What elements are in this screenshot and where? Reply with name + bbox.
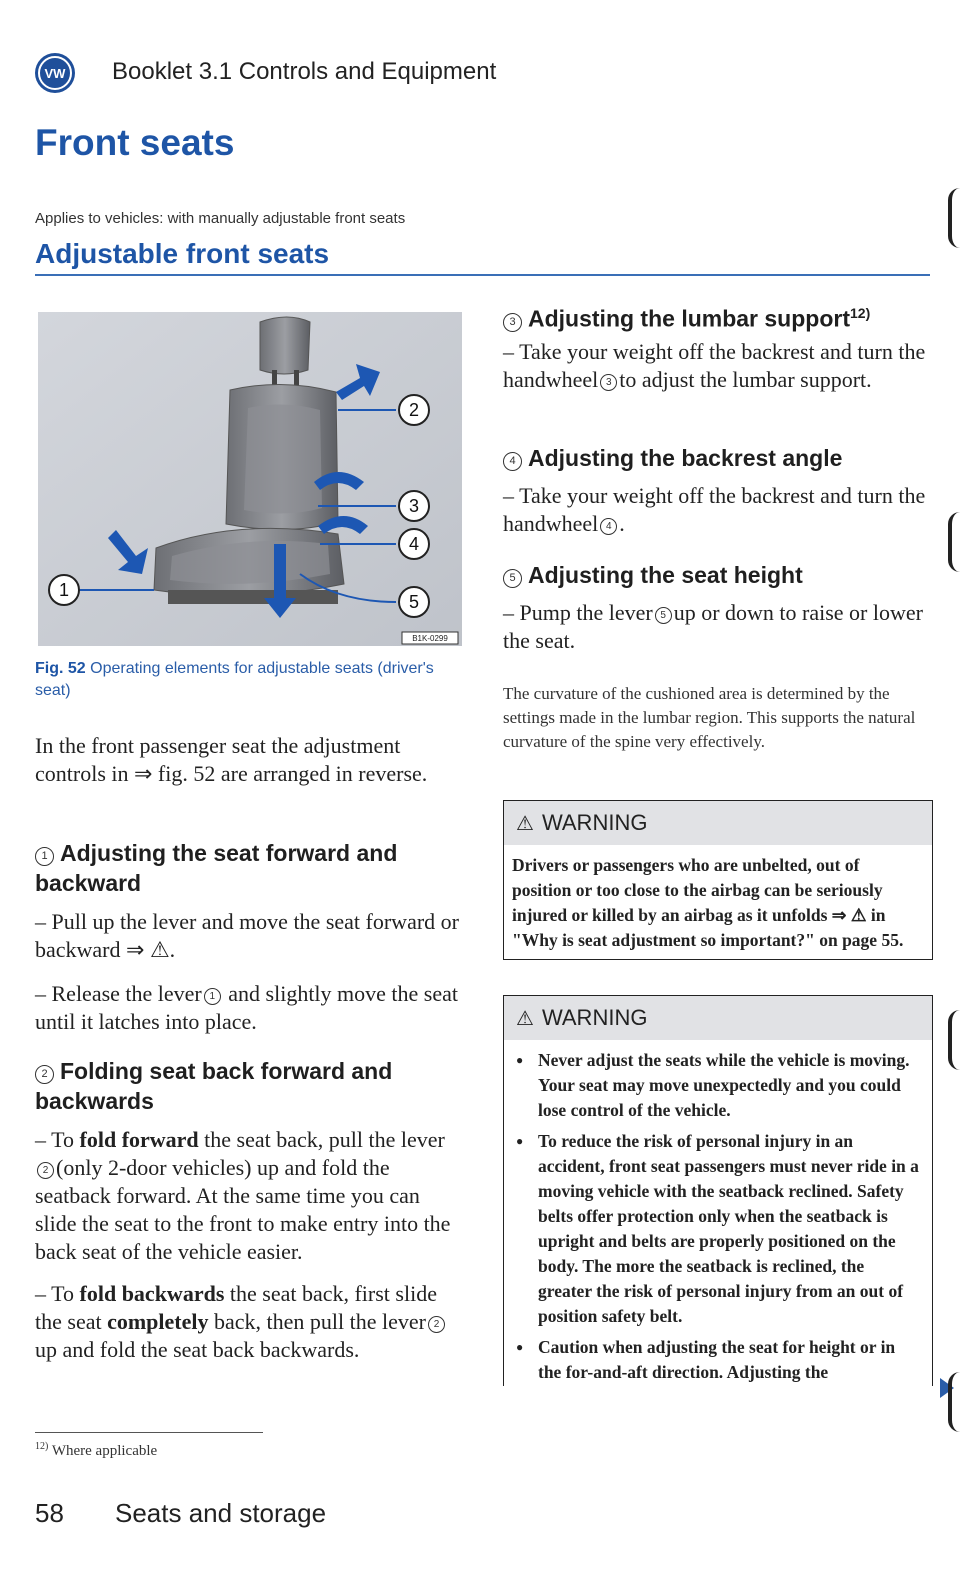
warning-triangle-icon: ⚠ bbox=[516, 812, 534, 835]
edge-tab bbox=[948, 1372, 960, 1432]
figure-code: B1K-0299 bbox=[412, 634, 448, 643]
booklet-title: Booklet 3.1 Controls and Equipment bbox=[112, 58, 497, 85]
footnote-divider bbox=[35, 1432, 263, 1433]
step-release-lever bbox=[35, 980, 465, 1036]
warning-box-seat-adjust bbox=[503, 995, 933, 1386]
text: – To bbox=[35, 1281, 80, 1306]
text: the seat back, pull the lever bbox=[198, 1127, 445, 1152]
step-fold-forward bbox=[35, 1126, 465, 1266]
seat-figure bbox=[38, 312, 462, 646]
figure-caption bbox=[35, 658, 465, 702]
page-title: Front seats bbox=[35, 122, 235, 163]
footnote-mark: 12) bbox=[35, 1441, 49, 1452]
edge-tab bbox=[948, 512, 960, 572]
step-lumbar bbox=[503, 338, 933, 394]
heading-text: Adjusting the backrest angle bbox=[528, 445, 843, 471]
heading-backrest-angle bbox=[503, 443, 933, 473]
heading-seat-height bbox=[503, 560, 933, 590]
warning-box-airbag bbox=[503, 800, 933, 960]
marker-4-inline: 4 bbox=[600, 518, 617, 535]
section-title: Adjustable front seats bbox=[35, 238, 330, 269]
lever-5-shape bbox=[274, 544, 286, 600]
edge-tab bbox=[948, 1010, 960, 1070]
text: up and fold the seat back backwards. bbox=[35, 1337, 360, 1362]
text: and slightly move the seat until it latches into place. bbox=[35, 981, 458, 1034]
callout-2: 2 bbox=[408, 400, 420, 420]
marker-1: 1 bbox=[35, 847, 54, 866]
text: – Take your weight off the backrest and turn the handwheel bbox=[503, 339, 926, 392]
callout-5: 5 bbox=[408, 592, 420, 612]
applies-note: Applies to vehicles: with manually adjustable front seats bbox=[35, 210, 406, 227]
heading-seat-forward-backward bbox=[35, 838, 465, 898]
heading-folding-seat-back bbox=[35, 1056, 465, 1116]
text: (only 2-door vehicles) up and fold the seatback forward. At the same time you can slide the seat to the front to make entry into the back seat of the vehicle easier. bbox=[35, 1155, 451, 1264]
footnote bbox=[35, 1441, 157, 1460]
lumbar-note: The curvature of the cushioned area is determined by the settings made in the lumbar region. This supports the natural curvature of the spine very effectively. bbox=[503, 684, 916, 751]
warning-title: WARNING bbox=[541, 1005, 648, 1030]
marker-2: 2 bbox=[35, 1065, 54, 1084]
page-number: 58 bbox=[35, 1498, 64, 1528]
heading-text: Adjusting the seat forward and backward bbox=[35, 840, 398, 896]
heading-lumbar-support bbox=[503, 298, 933, 334]
figure-caption-text: Operating elements for adjustable seats (driver's seat) bbox=[35, 660, 434, 699]
warning-triangle-icon: ⚠ bbox=[516, 1007, 534, 1030]
text: to adjust the lumbar support. bbox=[619, 367, 872, 392]
marker-5: 5 bbox=[503, 569, 522, 588]
footnote-ref: 12) bbox=[850, 305, 871, 321]
bold-text: fold forward bbox=[79, 1127, 199, 1152]
footnote-text: Where applicable bbox=[51, 1443, 158, 1459]
heading-text: Adjusting the lumbar support bbox=[528, 305, 850, 332]
callout-4: 4 bbox=[408, 534, 420, 554]
warning-body: Drivers or passengers who are unbelted, out of position or too close to the airbag can be seriously injured or killed by an airbag as it unfolds ⇒ ⚠ in "Why is seat adjustment so important?" on page 55. bbox=[512, 855, 904, 950]
section-divider bbox=[35, 274, 930, 276]
vw-logo-mark: VW bbox=[38, 56, 72, 90]
step-seat-height bbox=[503, 599, 933, 655]
marker-3-inline: 3 bbox=[600, 374, 617, 391]
chapter-title: Seats and storage bbox=[115, 1498, 327, 1528]
figure-label: Fig. 52 bbox=[35, 660, 86, 677]
text: . bbox=[619, 511, 625, 536]
edge-tab bbox=[948, 188, 960, 248]
warning-bullet: ● To reduce the risk of personal injury in an accident, front seat passengers must never ride in a moving vehicle with the seatback reclined. Safety belts offer protection only when the seatback is upright and belts are properly positioned on the body. The more the seatback is reclined, the greater the risk of personal injury from an out of position safety belt. bbox=[512, 1129, 922, 1329]
text: – Release the lever bbox=[35, 981, 202, 1006]
marker-4: 4 bbox=[503, 452, 522, 471]
text: back, then pull the lever bbox=[208, 1309, 426, 1334]
heading-text: Adjusting the seat height bbox=[528, 562, 803, 588]
marker-5-inline: 5 bbox=[655, 607, 672, 624]
warning-body bbox=[504, 1040, 932, 1386]
warning-header bbox=[504, 996, 932, 1040]
warning-bullet: ● Caution when adjusting the seat for height or in the for-and-aft direction. Adjusting the bbox=[512, 1335, 922, 1385]
text: up or down to raise or lower the seat. bbox=[503, 600, 923, 653]
warning-header bbox=[504, 801, 932, 845]
step-fold-backwards bbox=[35, 1280, 465, 1364]
warning-bullet: ● Never adjust the seats while the vehicle is moving. Your seat may move unexpectedly and you could lose control of the vehicle. bbox=[512, 1048, 922, 1123]
text: – To bbox=[35, 1127, 80, 1152]
warning-title: WARNING bbox=[541, 810, 648, 835]
step-pull-lever: – Pull up the lever and move the seat forward or backward ⇒ ⚠. bbox=[35, 909, 459, 962]
marker-2-inline: 2 bbox=[37, 1162, 54, 1179]
bold-text: fold backwards bbox=[79, 1281, 225, 1306]
marker-2-inline: 2 bbox=[428, 1316, 445, 1333]
bold-text: completely bbox=[107, 1309, 209, 1334]
callout-3: 3 bbox=[408, 496, 420, 516]
step-backrest bbox=[503, 482, 933, 538]
vw-logo-icon bbox=[35, 53, 75, 93]
headrest-shape bbox=[260, 317, 310, 374]
seat-illustration bbox=[38, 312, 462, 646]
intro-paragraph: In the front passenger seat the adjustment controls in ⇒ fig. 52 are arranged in reverse. bbox=[35, 733, 428, 786]
text: the seat back, first slide the seat bbox=[35, 1281, 437, 1334]
text: – Pump the lever bbox=[503, 600, 653, 625]
text: – Take your weight off the backrest and turn the handwheel bbox=[503, 483, 926, 536]
heading-text: Folding seat back forward and backwards bbox=[35, 1058, 393, 1114]
callout-1: 1 bbox=[58, 580, 70, 600]
marker-1-inline: 1 bbox=[204, 988, 221, 1005]
marker-3: 3 bbox=[503, 313, 522, 332]
